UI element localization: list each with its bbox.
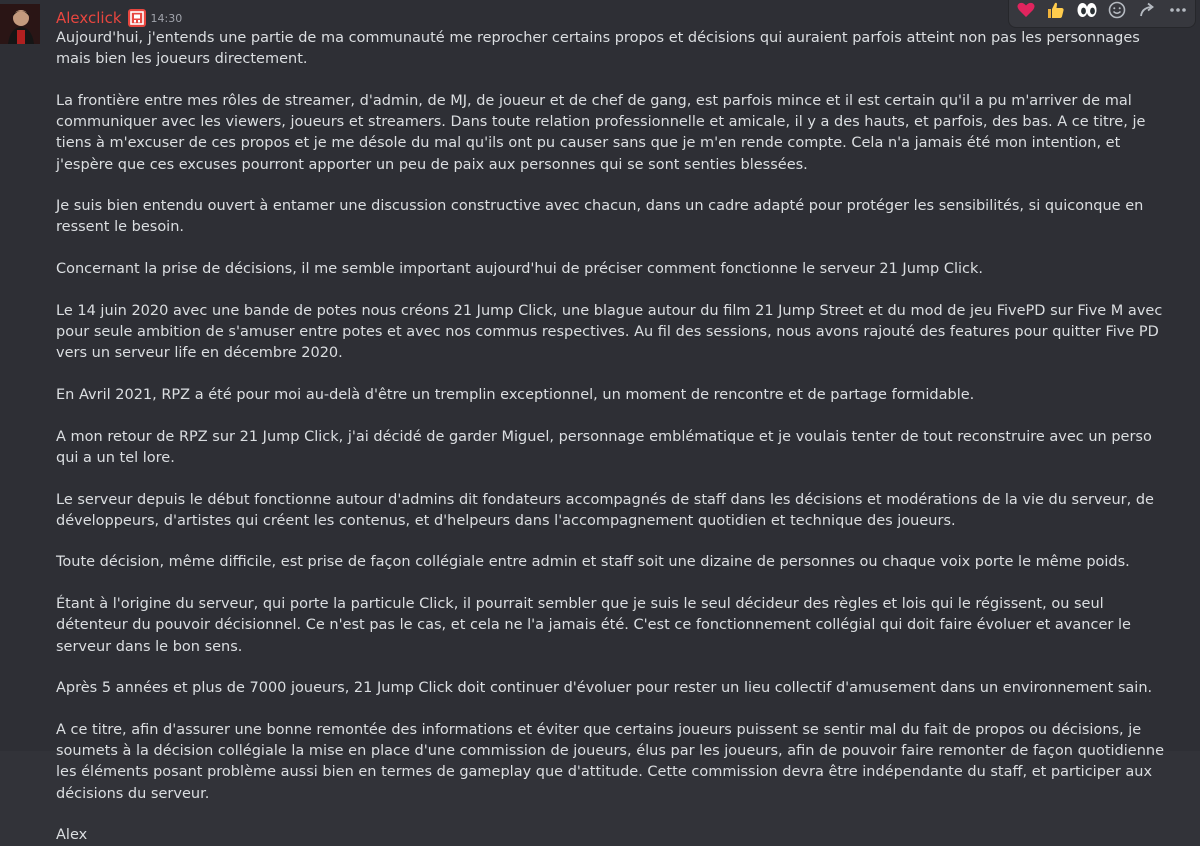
message-paragraph: Étant à l'origine du serveur, qui porte la particule Click, il pourrait sembler que je suis le seul décideur des règles et lois qui le régissent, ou seul détenteur du pouvoir décisionnel. Ce n'est pas le cas, et cela ne l'a jamais été. C'est ce fonctionnement collégial qui doit faire évoluer et avancer le serveur dans le bon sens. [56, 596, 1131, 655]
message-paragraph: La frontière entre mes rôles de streamer, d'admin, de MJ, de joueur et de chef de gang, est parfois mince et il est certain qu'il a pu m'arriver de mal communiquer avec les viewers, joueurs et streamers. Dans toute relation professionnelle et amicale, il y a des hauts, et parfois, des bas. A ce titre, je tiens à m'excuser de ces propos et je me désole du mal qu'ils ont pu causer sans que je m'en rende compte. Cela n'a jamais été mon intention, et j'espère que ces excuses pourront apporter un peu de paix aux personnes qui se sont senties blessées. [56, 92, 1146, 173]
thumbs-up-reaction-icon[interactable] [1042, 0, 1070, 24]
message-paragraph: Je suis bien entendu ouvert à entamer une discussion constructive avec chacun, dans un cadre adapté pour protéger les sensibilités, si quiconque en ressent le besoin. [56, 198, 1144, 236]
eyes-reaction-icon[interactable] [1073, 0, 1101, 24]
avatar-image [0, 4, 40, 44]
heart-reaction-icon[interactable] [1012, 0, 1040, 24]
message-paragraph: Toute décision, même difficile, est prise de façon collégiale entre admin et staff soit une dizaine de personnes ou chaque voix porte le même poids. [56, 554, 1130, 571]
role-badge-icon[interactable] [128, 9, 146, 27]
timestamp: 14:30 [150, 11, 183, 25]
message-paragraph: Concernant la prise de décisions, il me semble important aujourd'hui de préciser comment fonctionne le serveur 21 Jump Click. [56, 261, 983, 278]
avatar[interactable] [0, 4, 40, 44]
message-paragraph: En Avril 2021, RPZ a été pour moi au-delà d'être un tremplin exceptionnel, un moment de rencontre et de partage formidable. [56, 386, 975, 403]
message-paragraph: A ce titre, afin d'assurer une bonne remontée des informations et éviter que certains joueurs puissent se sentir mal du fait de propos ou décisions, je soumets à la décision collégiale la mise en place d'une commission de joueurs, élus par les joueurs, afin de pouvoir faire remonter de façon quotidienne les éléments posant problème aussi bien en termes de gameplay que d'attitude. Cette commission devra être indépendante du staff, et participer aux décisions du serveur. [56, 721, 1165, 802]
message-paragraph: Le 14 juin 2020 avec une bande de potes nous créons 21 Jump Click, une blague autour du film 21 Jump Street et du mod de jeu FivePD sur Five M avec pour seule ambition de s'amuser entre potes et avec nos commus respectives. Au fil des sessions, nous avons rajouté des features pour quitter Five PD vers un serveur life en décembre 2020. [56, 302, 1163, 362]
message-content [56, 28, 1168, 846]
more-options-icon[interactable] [1164, 0, 1192, 24]
message-paragraph: A mon retour de RPZ sur 21 Jump Click, j'ai décidé de garder Miguel, personnage emblématique et je voulais tenter de tout reconstruire avec un perso qui a un tel lore. [56, 428, 1152, 466]
message-paragraph: Le serveur depuis le début fonctionne autour d'admins dit fondateurs accompagnés de staff dans les décisions et modérations de la vie du serveur, de développeurs, d'artistes qui créent les contenus, et d'helpeurs dans l'accompagnement quotidien et technique des joueurs. [56, 491, 1154, 529]
message-paragraph: Après 5 années et plus de 7000 joueurs, 21 Jump Click doit continuer d'évoluer pour rester un lieu collectif d'amusement dans un environnement sain. [56, 680, 1153, 697]
add-reaction-icon[interactable] [1103, 0, 1131, 24]
message-toolbar [1008, 0, 1196, 28]
message-signature: Alex [56, 827, 88, 844]
message-paragraph: Aujourd'hui, j'entends une partie de ma communauté me reprocher certains propos et décisions qui auraient parfois atteint non pas les personnages mais bien les joueurs directement. [56, 30, 1140, 68]
username[interactable]: Alexclick [56, 9, 122, 27]
message-header [56, 7, 182, 29]
reply-icon[interactable] [1133, 0, 1161, 24]
